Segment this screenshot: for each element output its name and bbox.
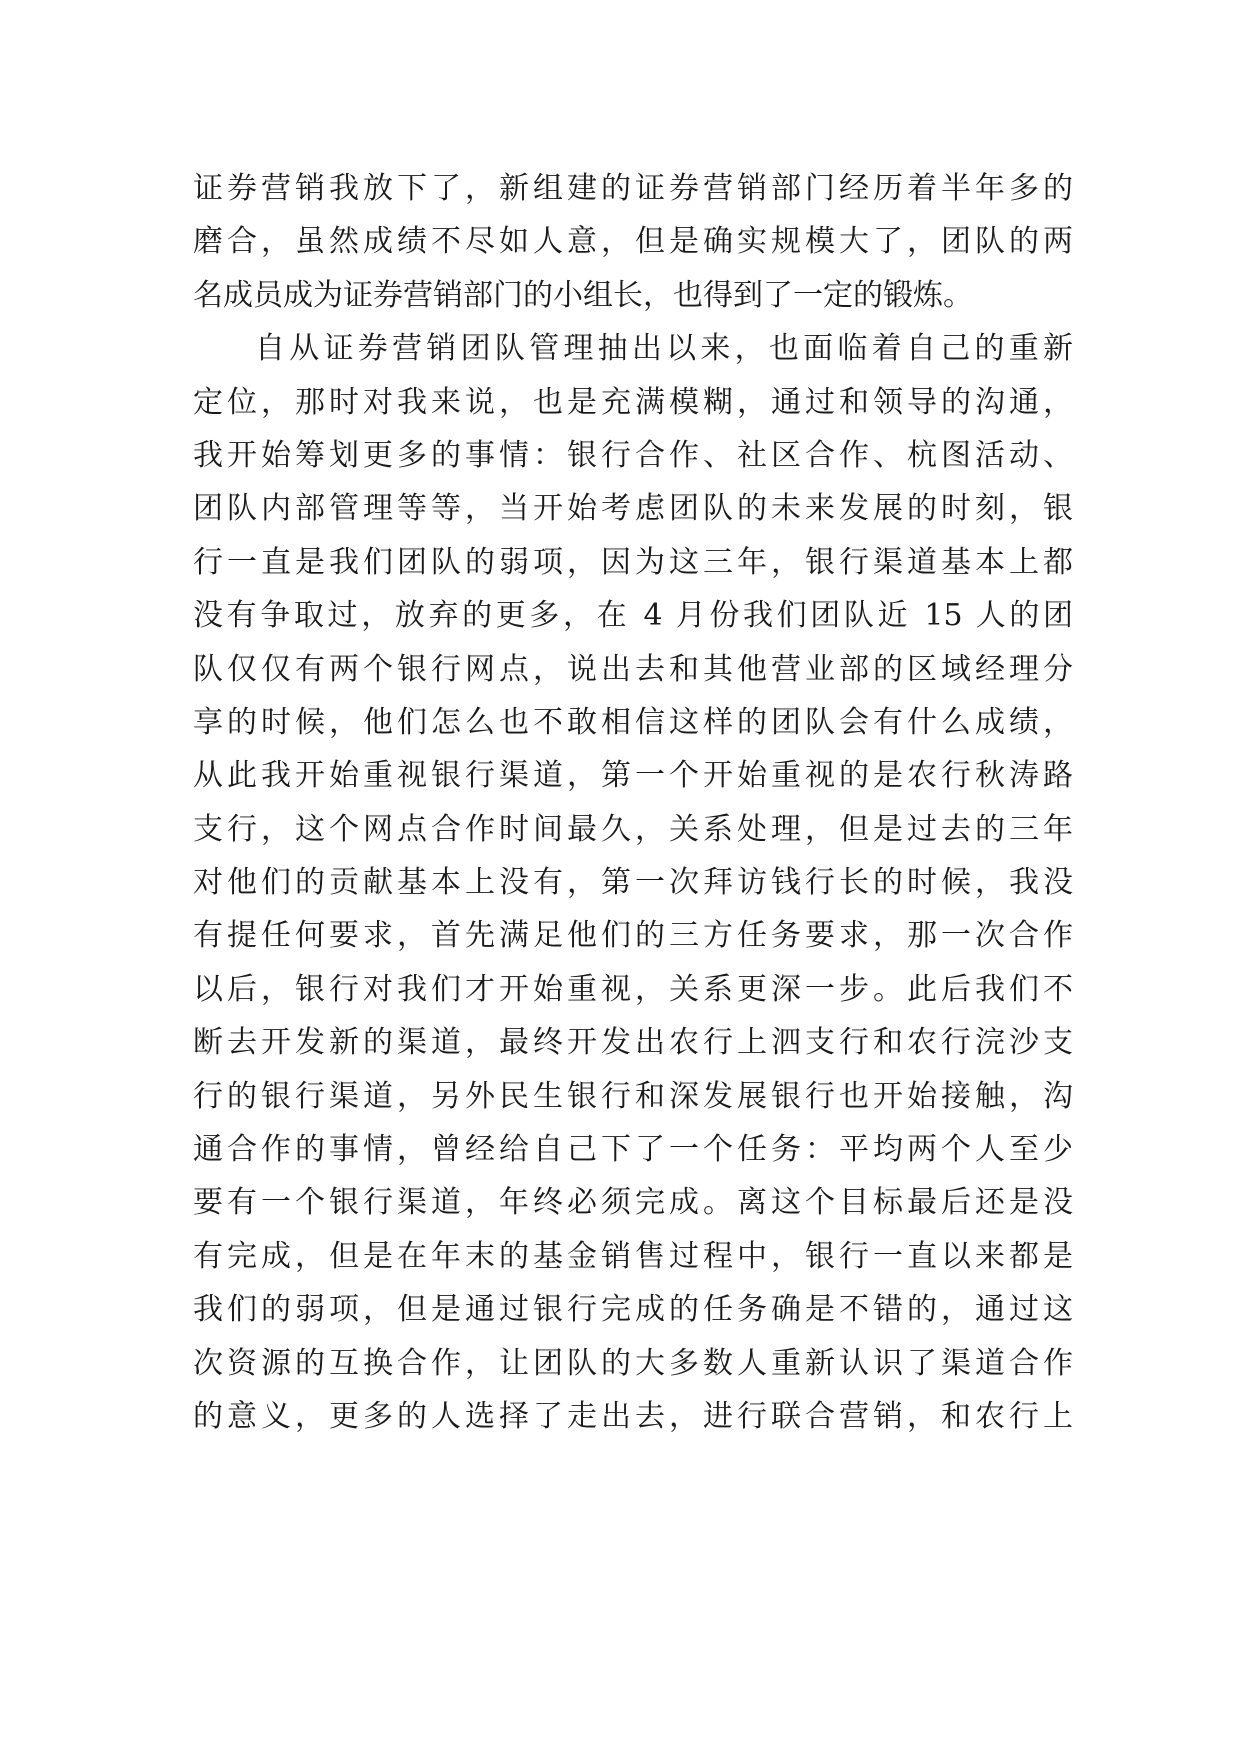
text-line: 我们的弱项，但是通过银行完成的任务确是不错的，通过这 — [193, 1292, 1073, 1328]
text-line: 支行，这个网点合作时间最久，关系处理，但是过去的三年 — [193, 811, 1073, 847]
text-line: 有完成，但是在年末的基金销售过程中，银行一直以来都是 — [193, 1238, 1073, 1274]
text-line: 我开始筹划更多的事情：银行合作、社区合作、杭图活动、 — [193, 437, 1073, 473]
text-line: 通合作的事情，曾经给自己下了一个任务：平均两个人至少 — [193, 1132, 1073, 1168]
text-line: 有提任何要求，首先满足他们的三方任务要求，那一次合作 — [193, 918, 1073, 954]
text-line: 享的时候，他们怎么也不敢相信这样的团队会有什么成绩， — [193, 704, 1073, 740]
text-line: 断去开发新的渠道，最终开发出农行上泗支行和农行浣沙支 — [193, 1025, 1073, 1061]
body-text — [193, 162, 1073, 1443]
text-line: 要有一个银行渠道，年终必须完成。离这个目标最后还是没 — [193, 1185, 1073, 1221]
text-line: 行的银行渠道，另外民生银行和深发展银行也开始接触，沟 — [193, 1078, 1073, 1114]
text-line: 对他们的贡献基本上没有，第一次拜访钱行长的时候，我没 — [193, 865, 1073, 901]
text-line: 名成员成为证券营销部门的小组长，也得到了一定的锻炼。 — [193, 277, 973, 313]
paragraph-first-line: 自从证券营销团队管理抽出以来，也面临着自己的重新 — [255, 331, 1073, 367]
text-line: 的意义，更多的人选择了走出去，进行联合营销，和农行上 — [193, 1398, 1073, 1434]
text-line: 没有争取过，放弃的更多，在 4 月份我们团队近 15 人的团 — [193, 598, 1073, 634]
text-line: 团队内部管理等等，当开始考虑团队的未来发展的时刻，银 — [193, 491, 1073, 527]
text-line: 行一直是我们团队的弱项，因为这三年，银行渠道基本上都 — [193, 544, 1073, 580]
text-line: 从此我开始重视银行渠道，第一个开始重视的是农行秋涛路 — [193, 758, 1073, 794]
text-line: 次资源的互换合作，让团队的大多数人重新认识了渠道合作 — [193, 1345, 1073, 1381]
text-line: 队仅仅有两个银行网点，说出去和其他营业部的区域经理分 — [193, 651, 1073, 687]
text-line: 定位，那时对我来说，也是充满模糊，通过和领导的沟通， — [193, 384, 1073, 420]
text-line: 以后，银行对我们才开始重视，关系更深一步。此后我们不 — [193, 971, 1073, 1007]
text-line: 磨合，虽然成绩不尽如人意，但是确实规模大了，团队的两 — [193, 224, 1073, 260]
text-line: 证券营销我放下了，新组建的证券营销部门经历着半年多的 — [193, 171, 1073, 206]
